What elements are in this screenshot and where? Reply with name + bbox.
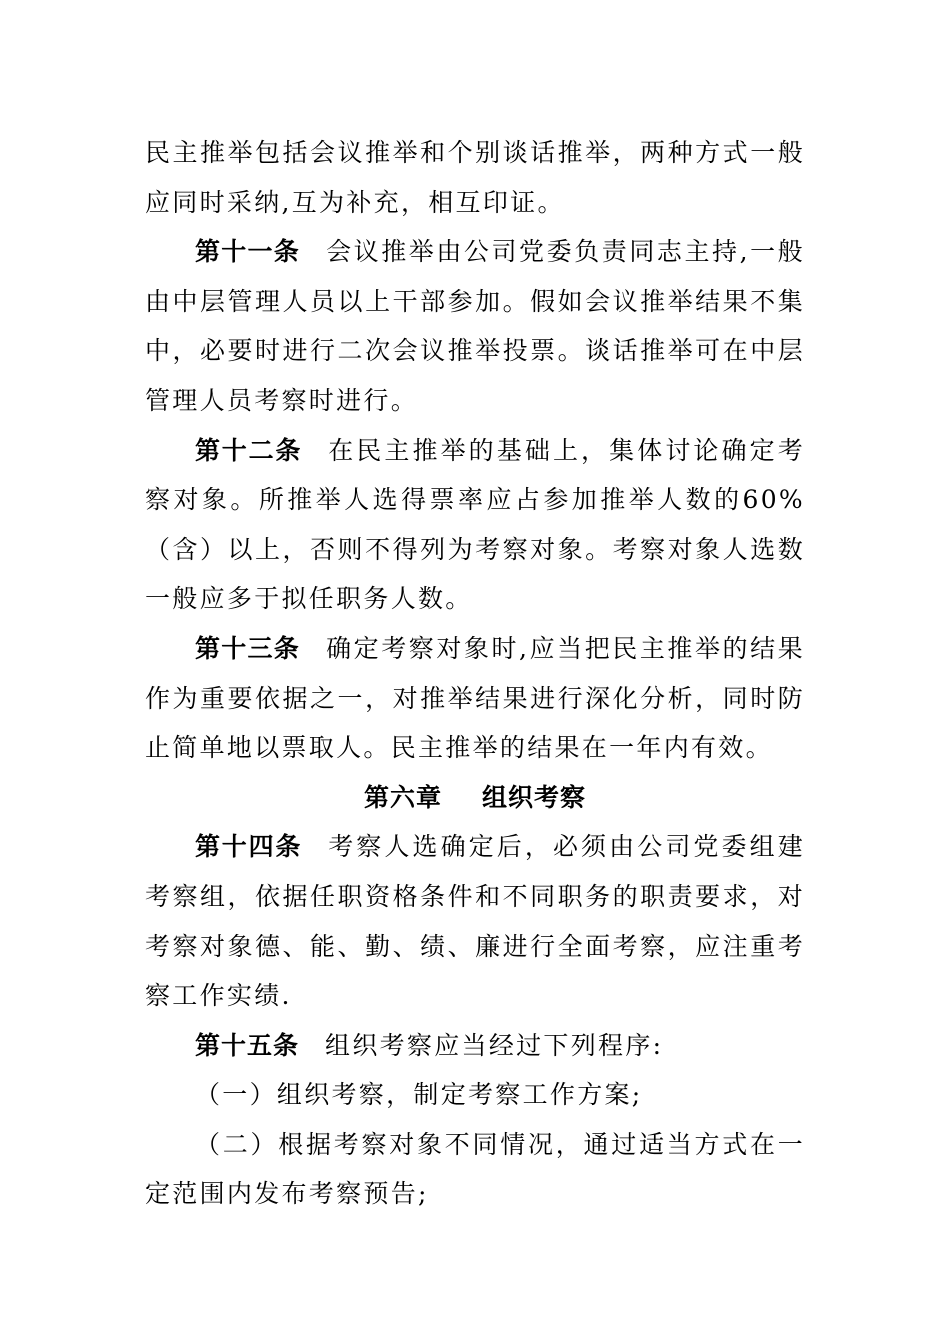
article-text: 会议推举由公司党委负责同志主持,一般由中层管理人员以上干部参加。假如会议推举结果不集中，必要时进行二次会议推举投票。谈话推举可在中层管理人员考察时进行。	[145, 237, 805, 415]
list-item-text: （一）组织考察，制定考察工作方案;	[195, 1080, 643, 1110]
chapter-heading	[145, 773, 805, 823]
article-text: 考察人选确定后，必须由公司党委组建考察组，依据任职资格条件和不同职务的职责要求，对考察对象德、能、勤、绩、廉进行全面考察，应注重考察工作实绩.	[145, 832, 805, 1011]
list-item-text: （二）根据考察对象不同情况，通过适当方式在一定范围内发布考察预告;	[145, 1129, 805, 1209]
article-12	[145, 426, 805, 624]
article-number: 第十五条	[195, 1030, 300, 1060]
article-number: 第十二条	[195, 435, 303, 465]
article-text: 组织考察应当经过下列程序:	[325, 1030, 664, 1060]
article-number: 第十三条	[195, 633, 301, 663]
document-page	[145, 128, 805, 1219]
list-item-2	[145, 1120, 805, 1219]
chapter-title: 组织考察	[482, 782, 587, 812]
list-item-1	[145, 1070, 805, 1120]
article-number: 第十一条	[195, 237, 301, 267]
article-text: 确定考察对象时,应当把民主推举的结果作为重要依据之一，对推举结果进行深化分析，同时防止简单地以票取人。民主推举的结果在一年内有效。	[145, 633, 805, 763]
article-13	[145, 624, 805, 773]
chapter-number: 第六章	[363, 782, 442, 812]
paragraph-text: 民主推举包括会议推举和个别谈话推举，两种方式一般应同时采纳,互为补充，相互印证。	[145, 138, 805, 217]
paragraph-continuation	[145, 128, 805, 227]
article-number: 第十四条	[195, 832, 303, 862]
article-15	[145, 1021, 805, 1071]
article-text: 在民主推举的基础上，集体讨论确定考察对象。所推举人选得票率应占参加推举人数的60%（含）以上，否则不得列为考察对象。考察对象人选数一般应多于拟任职务人数。	[145, 435, 805, 614]
article-11	[145, 227, 805, 425]
article-14	[145, 822, 805, 1020]
